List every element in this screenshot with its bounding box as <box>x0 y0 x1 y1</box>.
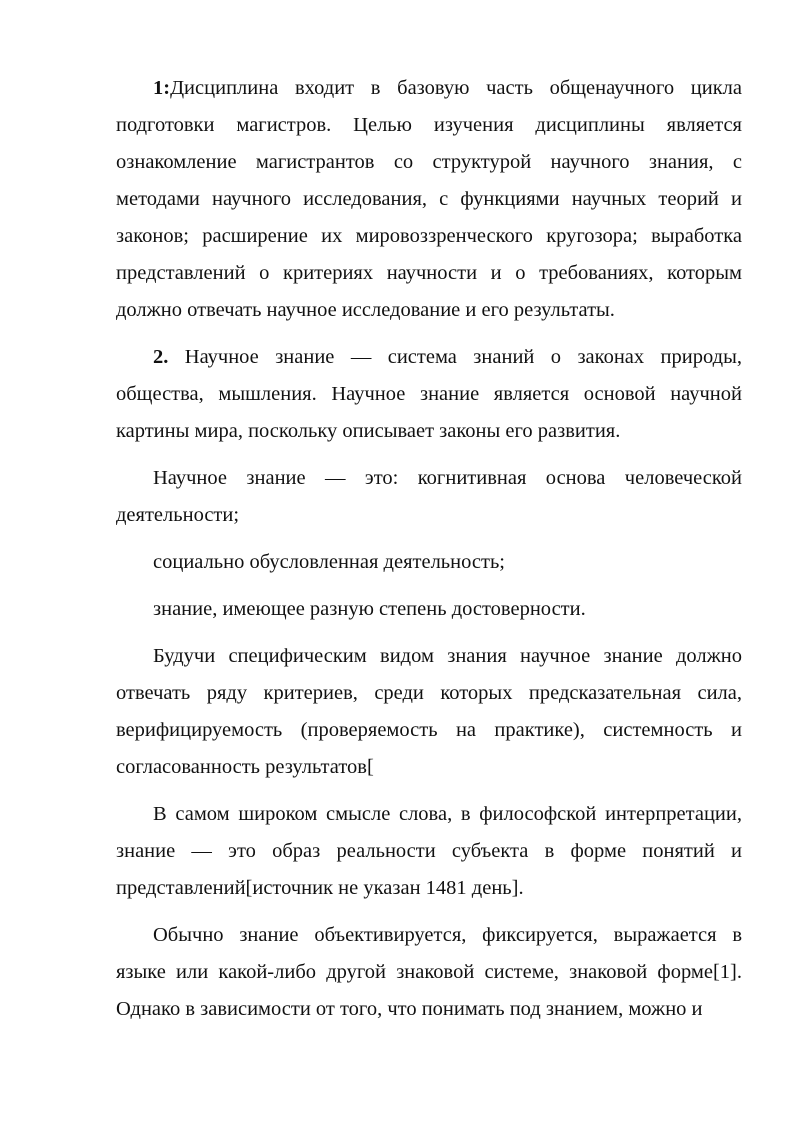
paragraph-3: Научное знание — это: когнитивная основа человеческой деятельности; <box>116 467 742 526</box>
paragraph-2 <box>116 339 742 450</box>
paragraph-number: 2. <box>153 346 169 368</box>
paragraph-6: Будучи специфическим видом знания научное знание должно отвечать ряду критериев, среди которых предсказательная сила, верифицируемость (проверяемость на практике), системность и согласованность результатов[ <box>116 645 742 778</box>
paragraph-number: 1: <box>153 77 171 99</box>
document-body <box>116 70 742 1038</box>
paragraph-7: В самом широком смысле слова, в философской интерпретации, знание — это образ реальности субъекта в форме понятий и представлений[источник не указан 1481 день]. <box>116 803 742 899</box>
paragraph-text: Дисциплина входит в базовую часть общенаучного цикла подготовки магистров. Целью изучения дисциплины является ознакомление магистрантов со структурой научного знания, с методами научного исследования, с функциями научных теорий и законов; расширение их мировоззренческого кругозора; выработка представлений о критериях научности и о требованиях, которым должно отвечать научное исследование и его результаты. <box>116 77 742 321</box>
paragraph-8: Обычно знание объективируется, фиксируется, выражается в языке или какой-либо другой знаковой системе, знаковой форме[1]. Однако в зависимости от того, что понимать под знанием, можно и <box>116 924 742 1020</box>
paragraph-4: социально обусловленная деятельность; <box>153 551 505 573</box>
paragraph-5: знание, имеющее разную степень достоверности. <box>153 598 586 620</box>
paragraph-1 <box>116 70 742 329</box>
paragraph-text: Научное знание — система знаний о законах природы, общества, мышления. Научное знание является основой научной картины мира, поскольку описывает законы его развития. <box>116 346 742 442</box>
